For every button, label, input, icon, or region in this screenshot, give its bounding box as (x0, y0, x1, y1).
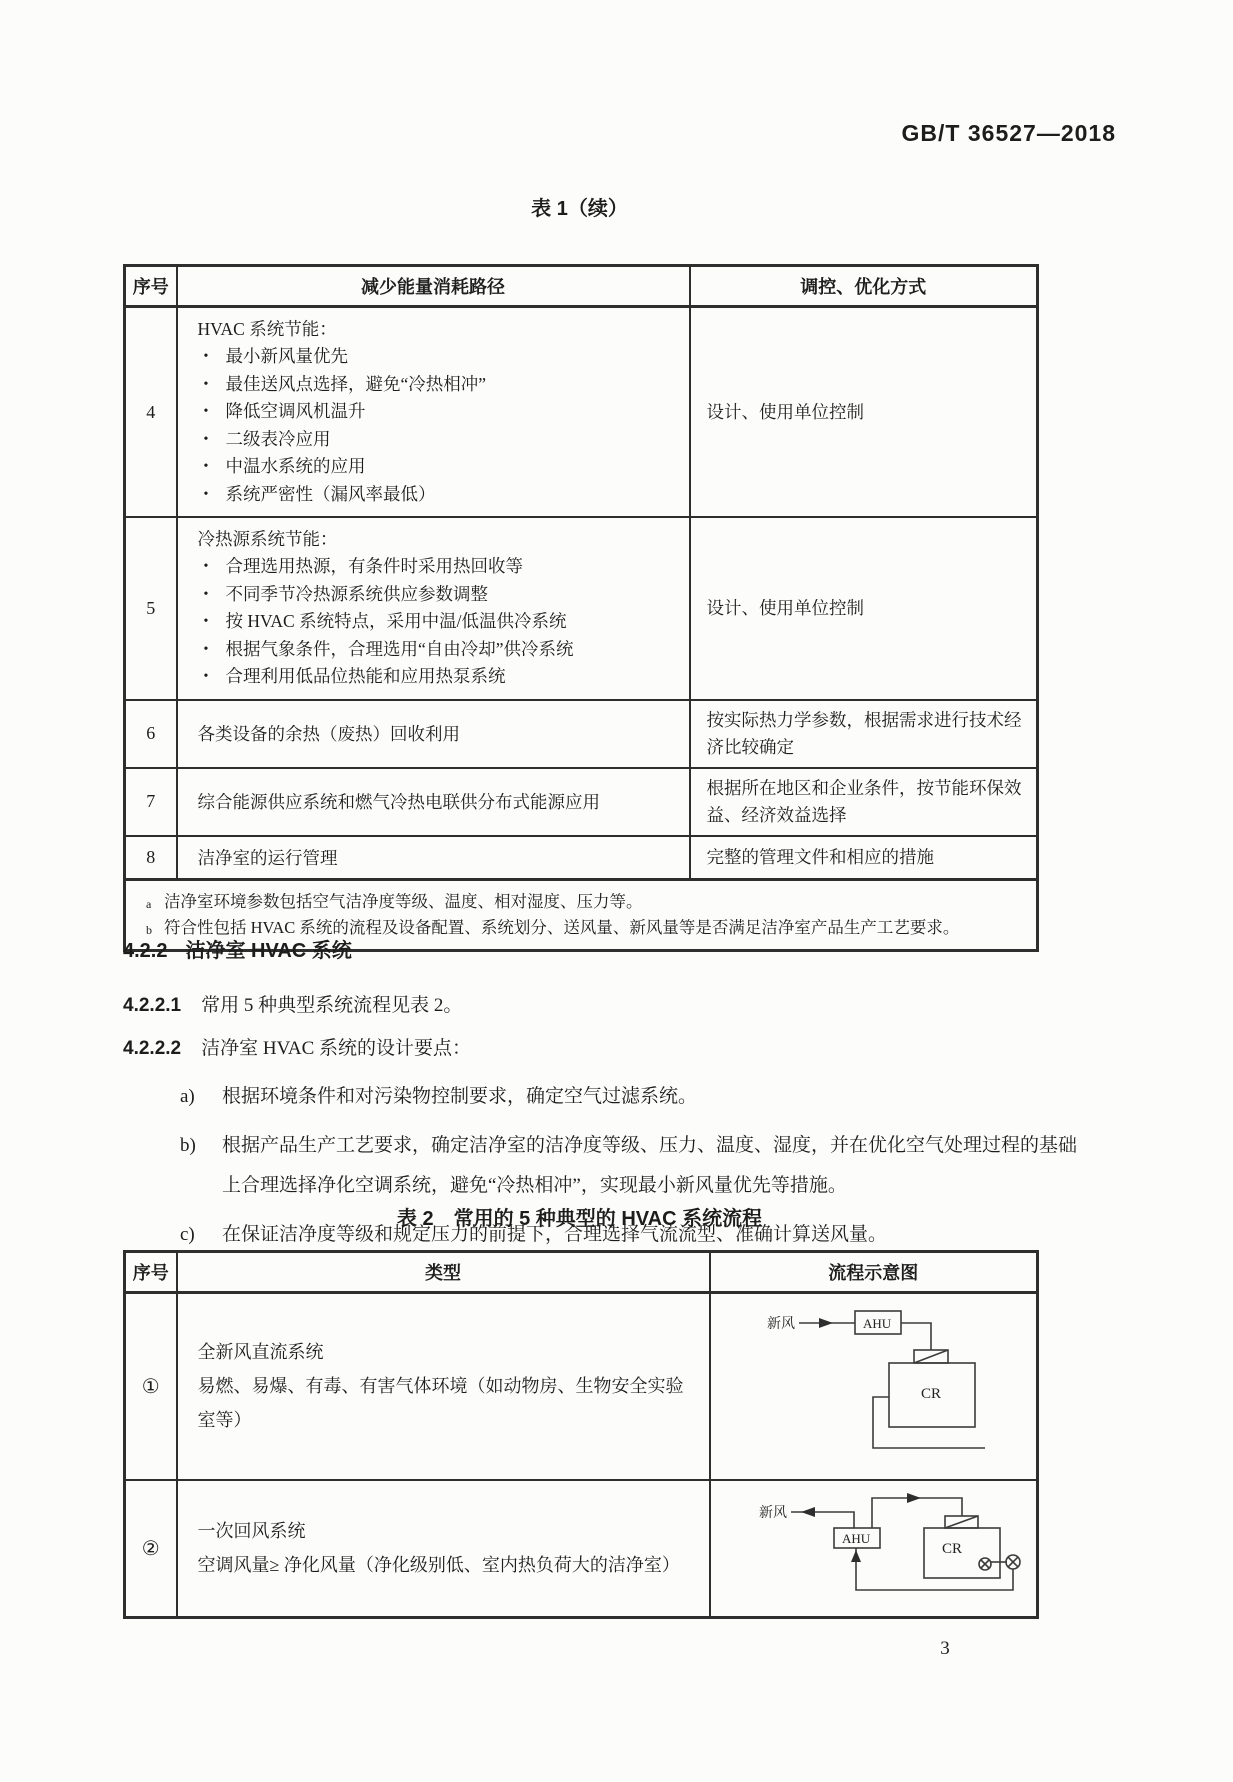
row-number: 6 (125, 700, 177, 768)
bullet-icon: • (203, 431, 209, 447)
bullet-text: 按 HVAC 系统特点，采用中温/低温供冷系统 (225, 611, 567, 631)
footnote-marker: b (146, 922, 152, 937)
bullet-icon: • (203, 614, 209, 629)
control-cell: 完整的管理文件和相应的措施 (690, 836, 1038, 880)
item-marker: b) (180, 1135, 196, 1156)
footnote-text: 洁净室环境参数包括空气洁净度等级、温度、相对湿度、压力等。 (164, 891, 643, 911)
path-cell (177, 517, 690, 700)
row-number: ② (125, 1480, 177, 1618)
type-cell (177, 1480, 710, 1618)
item-text: 在保证洁净度等级和规定压力的前提下，合理选择气流流型、准确计算送风量。 (222, 1224, 888, 1245)
control-cell: 按实际热力学参数，根据需求进行技术经济比较确定 (690, 700, 1038, 768)
hvac-flow-diagram-once-through (763, 1300, 1003, 1468)
path-cell (177, 307, 690, 518)
bullet-item (198, 426, 677, 454)
bullet-icon: • (203, 669, 209, 684)
hvac-flow-diagram-primary-return (757, 1490, 1023, 1602)
table2-hvac-flows (123, 1250, 1039, 1619)
row-number: 5 (125, 517, 177, 700)
path-cell: 洁净室的运行管理 (177, 836, 690, 880)
fresh-air-label: 新风 (766, 1316, 795, 1332)
bullet-item (198, 581, 677, 609)
cleanroom-label: CR (920, 1385, 941, 1402)
list-item-b (123, 1126, 1085, 1206)
diagram-cell (710, 1293, 1038, 1480)
bullet-item (198, 608, 677, 636)
type-title: 一次回风系统 (197, 1521, 306, 1542)
path-cell: 综合能源供应系统和燃气冷热电联供分布式能源应用 (177, 768, 690, 836)
list-item-a (123, 1077, 1085, 1117)
footnote-marker: a (146, 896, 152, 911)
bullet-item (198, 371, 677, 399)
table2-header-diagram: 流程示意图 (710, 1252, 1038, 1293)
table1-header-no: 序号 (125, 266, 177, 307)
control-cell: 根据所在地区和企业条件，按节能环保效益、经济效益选择 (690, 768, 1038, 836)
row-number: 7 (125, 768, 177, 836)
ahu-label: AHU (841, 1530, 870, 1546)
table2-row-1 (125, 1293, 1038, 1480)
bullet-text: 二级表冷应用 (225, 428, 331, 449)
path-title: HVAC 系统节能： (197, 319, 337, 339)
table1-caption: 表 1（续） (531, 198, 628, 220)
item-marker: a) (180, 1086, 195, 1107)
bullet-item (198, 636, 677, 664)
type-cell (177, 1293, 710, 1480)
footnote-text: 符合性包括 HVAC 系统的流程及设备配置、系统划分、送风量、新风量等是否满足洁净室产品生产工艺要求。 (164, 917, 960, 937)
clause-4-2-2-2 (123, 1034, 1085, 1064)
bullet-item (198, 663, 677, 691)
table2-header-no: 序号 (125, 1252, 177, 1293)
bullet-text: 系统严密性（漏风率最低） (225, 483, 436, 504)
type-desc: 易燃、易爆、有毒、有害气体环境（如动物房、生物安全实验室等） (197, 1376, 684, 1431)
ahu-label: AHU (862, 1315, 891, 1331)
item-text: 根据环境条件和对污染物控制要求，确定空气过滤系统。 (222, 1086, 698, 1107)
bullet-icon: • (203, 404, 209, 419)
bullet-text: 中温水系统的应用 (225, 456, 366, 476)
table2-caption: 表 2 常用的 5 种典型的 HVAC 系统流程 (396, 1208, 763, 1230)
path-cell: 各类设备的余热（废热）回收利用 (177, 700, 690, 768)
control-cell: 设计、使用单位控制 (690, 307, 1038, 518)
bullet-text: 最小新风量优先 (225, 346, 348, 366)
table2-header-type: 类型 (177, 1252, 710, 1293)
flow-arrow-icon (819, 1318, 833, 1328)
cleanroom-label: CR (941, 1540, 962, 1557)
table1-row-7 (125, 768, 1038, 836)
table1-row-6 (125, 700, 1038, 768)
row-number: 8 (125, 836, 177, 880)
table1-energy-paths (123, 264, 1039, 952)
page-number: 3 (940, 1638, 950, 1659)
table1-header-row (125, 266, 1038, 307)
clause-title: 洁净室 HVAC 系统 (185, 940, 352, 962)
flow-arrow-icon (801, 1507, 815, 1517)
path-title: 冷热源系统节能： (197, 529, 338, 549)
bullet-item (198, 453, 677, 481)
clause-number: 4.2.2.2 (123, 1038, 182, 1059)
type-desc: 空调风量≥ 净化风量（净化级别低、室内热负荷大的洁净室） (197, 1555, 680, 1576)
clause-number: 4.2.2 (123, 940, 168, 962)
item-text: 根据产品生产工艺要求，确定洁净室的洁净度等级、压力、温度、湿度，并在优化空气处理过程的基础上合理选择净化空调系统，避免“冷热相冲”，实现最小新风量优先等措施。 (222, 1135, 1078, 1196)
table1-row-4 (125, 307, 1038, 518)
control-cell: 设计、使用单位控制 (690, 517, 1038, 700)
bullet-text: 合理利用低品位热能和应用热泵系统 (225, 666, 506, 686)
bullet-text: 降低空调风机温升 (225, 401, 366, 421)
bullet-item (198, 398, 677, 426)
flow-arrow-icon (851, 1550, 861, 1562)
bullet-text: 不同季节冷热源系统供应参数调整 (225, 583, 488, 604)
bullet-text: 合理选用热源，有条件时采用热回收等 (225, 556, 523, 576)
row-number: 4 (125, 307, 177, 518)
item-marker: c) (180, 1224, 195, 1245)
bullet-text: 根据气象条件，合理选用“自由冷却”供冷系统 (225, 638, 574, 659)
bullet-item (198, 343, 677, 371)
clause-number: 4.2.2.1 (123, 995, 182, 1016)
flow-arrow-icon (907, 1493, 921, 1503)
clause-text: 洁净室 HVAC 系统的设计要点： (201, 1038, 471, 1059)
clause-text: 常用 5 种典型系统流程见表 2。 (201, 995, 463, 1016)
fresh-air-label: 新风 (758, 1505, 787, 1521)
table2-row-2 (125, 1480, 1038, 1618)
bullet-icon: • (203, 586, 209, 602)
footnote-a (146, 889, 1022, 915)
row-number: ① (125, 1293, 177, 1480)
bullet-icon: • (203, 349, 209, 364)
bullet-icon: • (203, 376, 209, 392)
type-title: 全新风直流系统 (197, 1342, 324, 1363)
bullet-item (198, 553, 677, 581)
bullet-icon: • (203, 459, 209, 474)
bullet-text: 最佳送风点选择，避免“冷热相冲” (225, 373, 487, 394)
table1-row-8 (125, 836, 1038, 880)
table1-header-control: 调控、优化方式 (690, 266, 1038, 307)
table1-header-path: 减少能量消耗路径 (177, 266, 690, 307)
table2-header-row (125, 1252, 1038, 1293)
bullet-icon: • (203, 559, 209, 574)
diagram-cell (710, 1480, 1038, 1618)
standard-code: GB/T 36527—2018 (901, 120, 1116, 146)
heading-4-2-2 (123, 934, 1085, 963)
bullet-icon: • (203, 641, 209, 657)
clause-4-2-2-1 (123, 991, 1085, 1021)
bullet-item (198, 481, 677, 509)
bullet-icon: • (203, 486, 209, 502)
table1-row-5 (125, 517, 1038, 700)
